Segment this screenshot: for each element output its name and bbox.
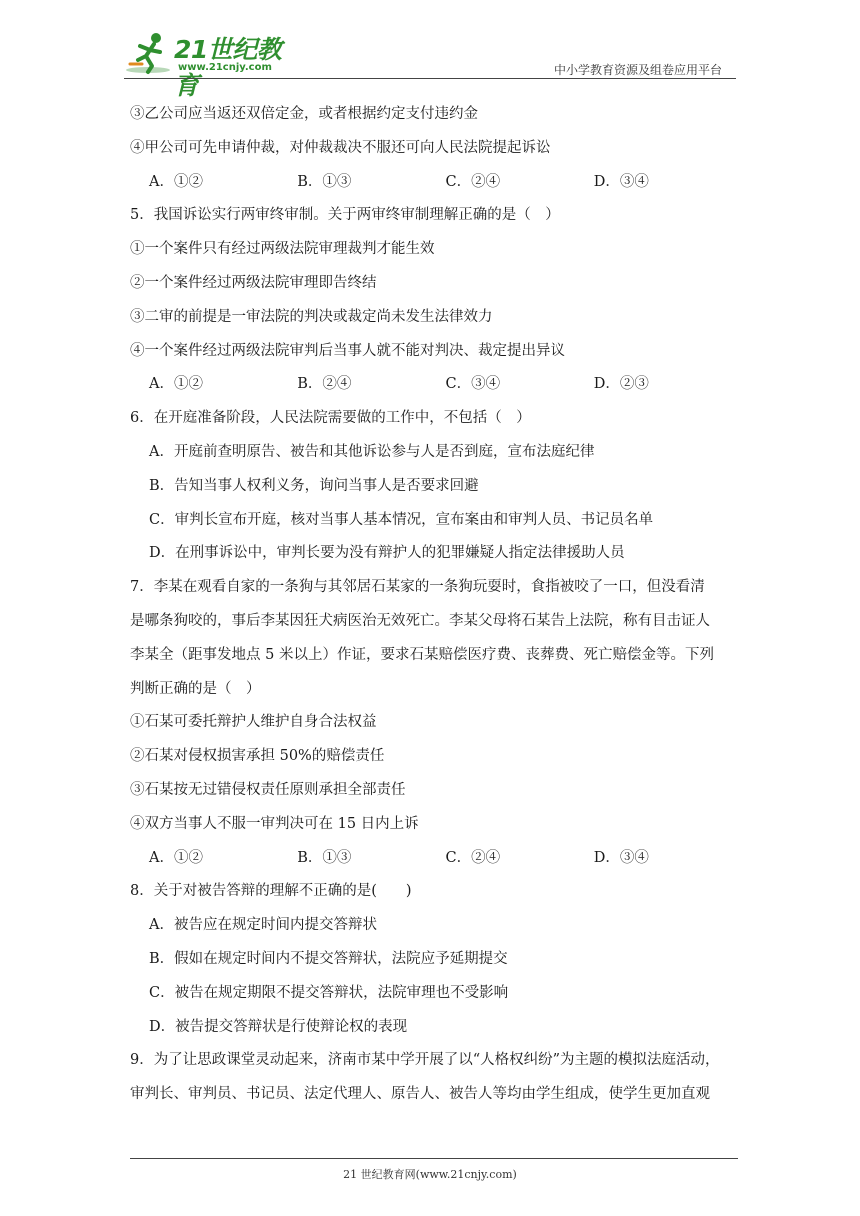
answer-option: D．③④	[593, 173, 649, 190]
header-divider	[124, 78, 736, 79]
text-line: 8．关于对被告答辩的理解不正确的是( )	[130, 883, 412, 900]
choice-line: B．告知当事人权利义务，询问当事人是否要求回避	[149, 477, 479, 494]
text-line: 李某全（距事发地点 5 米以上）作证，要求石某赔偿医疗费、丧葬费、死亡赔偿金等。下列	[130, 646, 714, 663]
logo-url: www.21cnjy.com	[178, 62, 272, 73]
text-line: 5．我国诉讼实行两审终审制。关于两审终审制理解正确的是（ ）	[130, 207, 560, 224]
answer-options	[130, 172, 742, 192]
answer-options	[130, 848, 742, 868]
text-line: ②石某对侵权损害承担 50%的赔偿责任	[130, 748, 385, 765]
choice-line: B．假如在规定时间内不提交答辩状，法院应予延期提交	[149, 950, 508, 967]
text-line: 9．为了让思政课堂灵动起来，济南市某中学开展了以“人格权纠纷”为主题的模拟法庭活动，	[130, 1052, 720, 1069]
site-logo[interactable]	[124, 30, 294, 100]
text-line: ①石某可委托辩护人维护自身合法权益	[130, 714, 377, 731]
text-line: 是哪条狗咬的，事后李某因狂犬病医治无效死亡。李某父母将石某告上法院，称有目击证人	[130, 612, 710, 629]
text-line: ③二审的前提是一审法院的判决或裁定尚未发生法律效力	[130, 308, 493, 325]
choice-line: D．被告提交答辩状是行使辩论权的表现	[149, 1018, 408, 1035]
answer-option: A．①②	[149, 376, 203, 393]
document-body	[130, 104, 742, 1118]
choice-line: A．被告应在规定时间内提交答辩状	[149, 917, 377, 934]
choice-line: D．在刑事诉讼中，审判长要为没有辩护人的犯罪嫌疑人指定法律援助人员	[149, 545, 625, 562]
text-line: ④一个案件经过两级法院审判后当事人就不能对判决、裁定提出异议	[130, 342, 565, 359]
platform-title: 中小学教育资源及组卷应用平台	[553, 63, 722, 77]
text-line: 6．在开庭准备阶段，人民法院需要做的工作中，不包括（ ）	[130, 410, 531, 427]
answer-options	[130, 374, 742, 394]
text-line: ③石某按无过错侵权责任原则承担全部责任	[130, 781, 406, 798]
choice-line: A．开庭前查明原告、被告和其他诉讼参与人是否到庭，宣布法庭纪律	[149, 443, 595, 460]
text-line: 审判长、审判员、书记员、法定代理人、原告人、被告人等均由学生组成，使学生更加直观	[130, 1086, 710, 1103]
logo-text: 21世纪教育	[174, 35, 282, 100]
text-line: ④甲公司可先申请仲裁，对仲裁裁决不服还可向人民法院提起诉讼	[130, 139, 551, 156]
text-line: ①一个案件只有经过两级法院审理裁判才能生效	[130, 241, 435, 258]
answer-option: B．②④	[297, 376, 352, 393]
answer-option: B．①③	[297, 849, 352, 866]
answer-option: A．①②	[149, 849, 203, 866]
choice-line: C．被告在规定期限不提交答辩状，法院审理也不受影响	[149, 984, 509, 1001]
text-line: 判断正确的是（ ）	[130, 680, 261, 697]
answer-option: C．②④	[445, 173, 501, 190]
page-footer[interactable]: 21 世纪教育网(www.21cnjy.com)	[343, 1168, 517, 1181]
text-line: 7．李某在观看自家的一条狗与其邻居石某家的一条狗玩耍时，食指被咬了一口，但没看清	[130, 579, 705, 596]
choice-line: C．审判长宣布开庭，核对当事人基本情况，宣布案由和审判人员、书记员名单	[149, 511, 654, 528]
text-line: ②一个案件经过两级法院审理即告终结	[130, 274, 377, 291]
answer-option: C．③④	[445, 376, 501, 393]
answer-option: B．①③	[297, 173, 352, 190]
text-line: ④双方当事人不服一审判决可在 15 日内上诉	[130, 815, 419, 832]
footer-divider	[130, 1158, 738, 1159]
runner-logo-icon	[124, 30, 174, 76]
page-header	[0, 0, 860, 100]
answer-option: D．②③	[593, 376, 649, 393]
text-line: ③乙公司应当返还双倍定金，或者根据约定支付违约金	[130, 106, 478, 122]
answer-option: A．①②	[149, 173, 203, 190]
answer-option: D．③④	[593, 849, 649, 866]
answer-option: C．②④	[445, 849, 501, 866]
